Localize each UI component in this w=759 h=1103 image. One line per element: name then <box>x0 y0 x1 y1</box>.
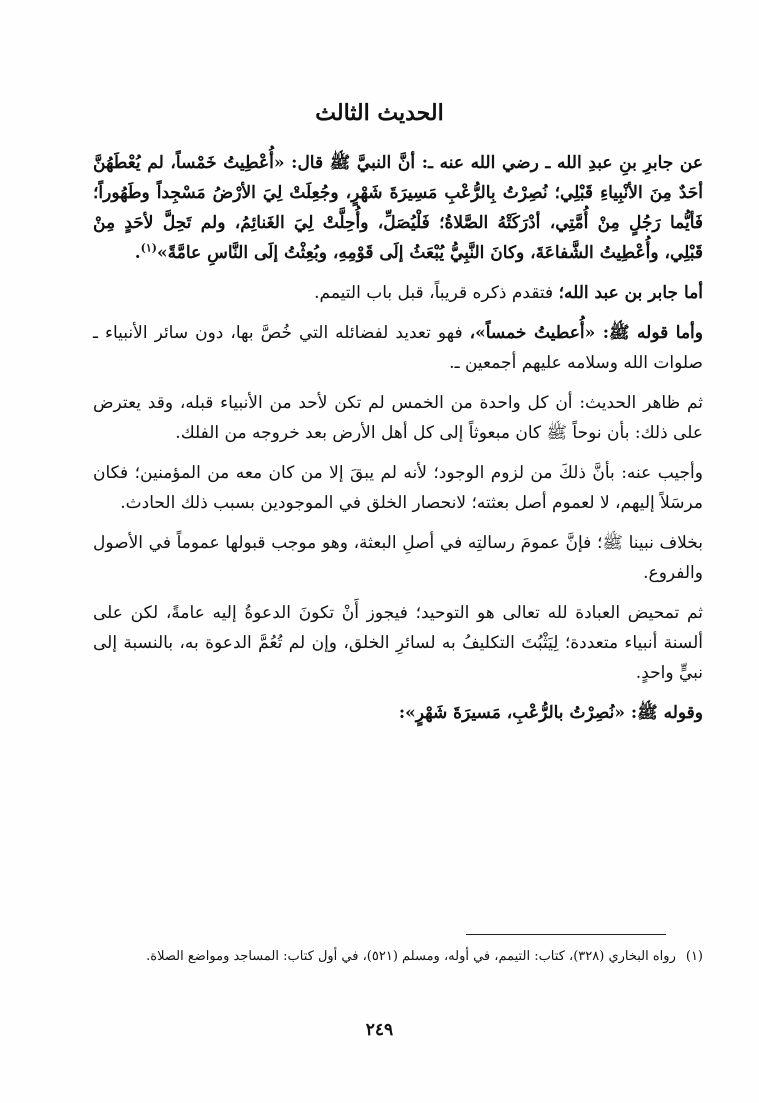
hadith-intro: عن جابرِ بنِ عبدِ الله ـ رضي الله عنه ـ: أنَّ النبيَّ ﷺ قال: <box>291 153 704 173</box>
paragraph-body: ثم ظاهر الحديث: أن كل واحدة من الخمس لم تكن لأحد من الأنبياء قبله، وقد يعترض على ذلك: بأن نوحاً ﷺ كان مبعوثاً إلى كل أهل الأرض بعد خروجه من الفلك. <box>93 393 703 443</box>
paragraph-body: بخلاف نبينا ﷺ؛ فإنَّ عمومَ رسالتِه في أصلِ البعثة، وهو موجب قبولها عموماً في الأصول والفروع. <box>93 533 703 583</box>
paragraph-lead: أما جابر بن عبد الله؛ <box>558 283 703 303</box>
hadith-text: «أُعْطِيتُ خَمْساً، لم يُعْطَهُنَّ أحَدٌ مِنَ الأنْبِياءِ قَبْلِي؛ نُصِرْتُ بِالرُّعْبِ مَسِيرَةَ شَهْرٍ، وجُعِلَتْ لِيَ الأرْضُ مَسْجِداً وطَهُوراً؛ فَأيُّما رَجُلٍ مِنْ أُمَّتِي، أدْرَكَتْهُ الصَّلاةُ؛ فَلْيُصَلِّ، وأُحِلَّتْ لِيَ الغَنائِمُ، ولم تَحِلَّ لأحَدٍ مِنْ قَبْلِي، وأُعْطِيتُ الشَّفاعَةَ، وكانَ النَّبِيُّ يُبْعَثُ إلَى قَوْمِهِ، وبُعِثْتُ إلَى النَّاسِ عامَّةً» <box>93 153 703 263</box>
paragraph-five-virtues <box>93 318 703 378</box>
body-text <box>93 148 703 738</box>
paragraph-contrast <box>93 528 703 588</box>
paragraph-body: فهو تعديد لفضائله التي خُصَّ بها، دون سائر الأنبياء ـ صلوات الله وسلامه عليهم أجمعين ـ. <box>93 323 703 373</box>
footnote-divider <box>466 934 666 935</box>
paragraph-next-heading <box>93 698 703 728</box>
footnote-reference: (١) <box>140 241 157 255</box>
paragraph-body: ثم تمحيض العبادة لله تعالى هو التوحيد؛ فيجوز أَنْ تكونَ الدعوةُ إليه عامةً، لكن على ألسنة أنبياء متعددة؛ لِيَثْبُتَ التكليفُ به لسائرِ الخلق، وإن لم تُعُمَّ الدعوة به، بالنسبة إلى نبيٍّ واحدٍ. <box>93 603 703 683</box>
hadith-end: . <box>134 243 141 263</box>
paragraph-lead: وقوله ﷺ: «نُصِرْتُ بالرُّعْبِ، مَسيرَةَ شَهْرٍ»: <box>398 703 703 723</box>
footnote-text: رواه البخاري (٣٢٨)، كتاب: التيمم، في أوله، ومسلم (٥٢١)، في أول كتاب: المساجد ومواضع الصلاة. <box>146 949 676 964</box>
paragraph-body: فتقدم ذكره قريباً، قبل باب التيمم. <box>314 283 559 303</box>
footnote <box>93 945 703 969</box>
paragraph-narrator <box>93 278 703 308</box>
page-title: الحديث الثالث <box>315 100 444 126</box>
paragraph-answer <box>93 458 703 518</box>
footnote-number: (١) <box>685 949 703 964</box>
paragraph-lead: وأما قوله ﷺ: «أُعطيتُ خمساً»، <box>469 323 703 343</box>
page-number: ٢٤٩ <box>365 1020 394 1040</box>
paragraph-tawhid <box>93 598 703 688</box>
paragraph-objection <box>93 388 703 448</box>
hadith-paragraph <box>93 148 703 268</box>
paragraph-body: وأجيب عنه: بأنَّ ذلكَ من لزوم الوجود؛ لأنه لم يبقَ إلا من كان معه من المؤمنين؛ فكان مرسَلاً إليهم، لا لعموم أصل بعثته؛ لانحصار الخلق في الموجودين بسبب ذلك الحادث. <box>93 463 703 513</box>
